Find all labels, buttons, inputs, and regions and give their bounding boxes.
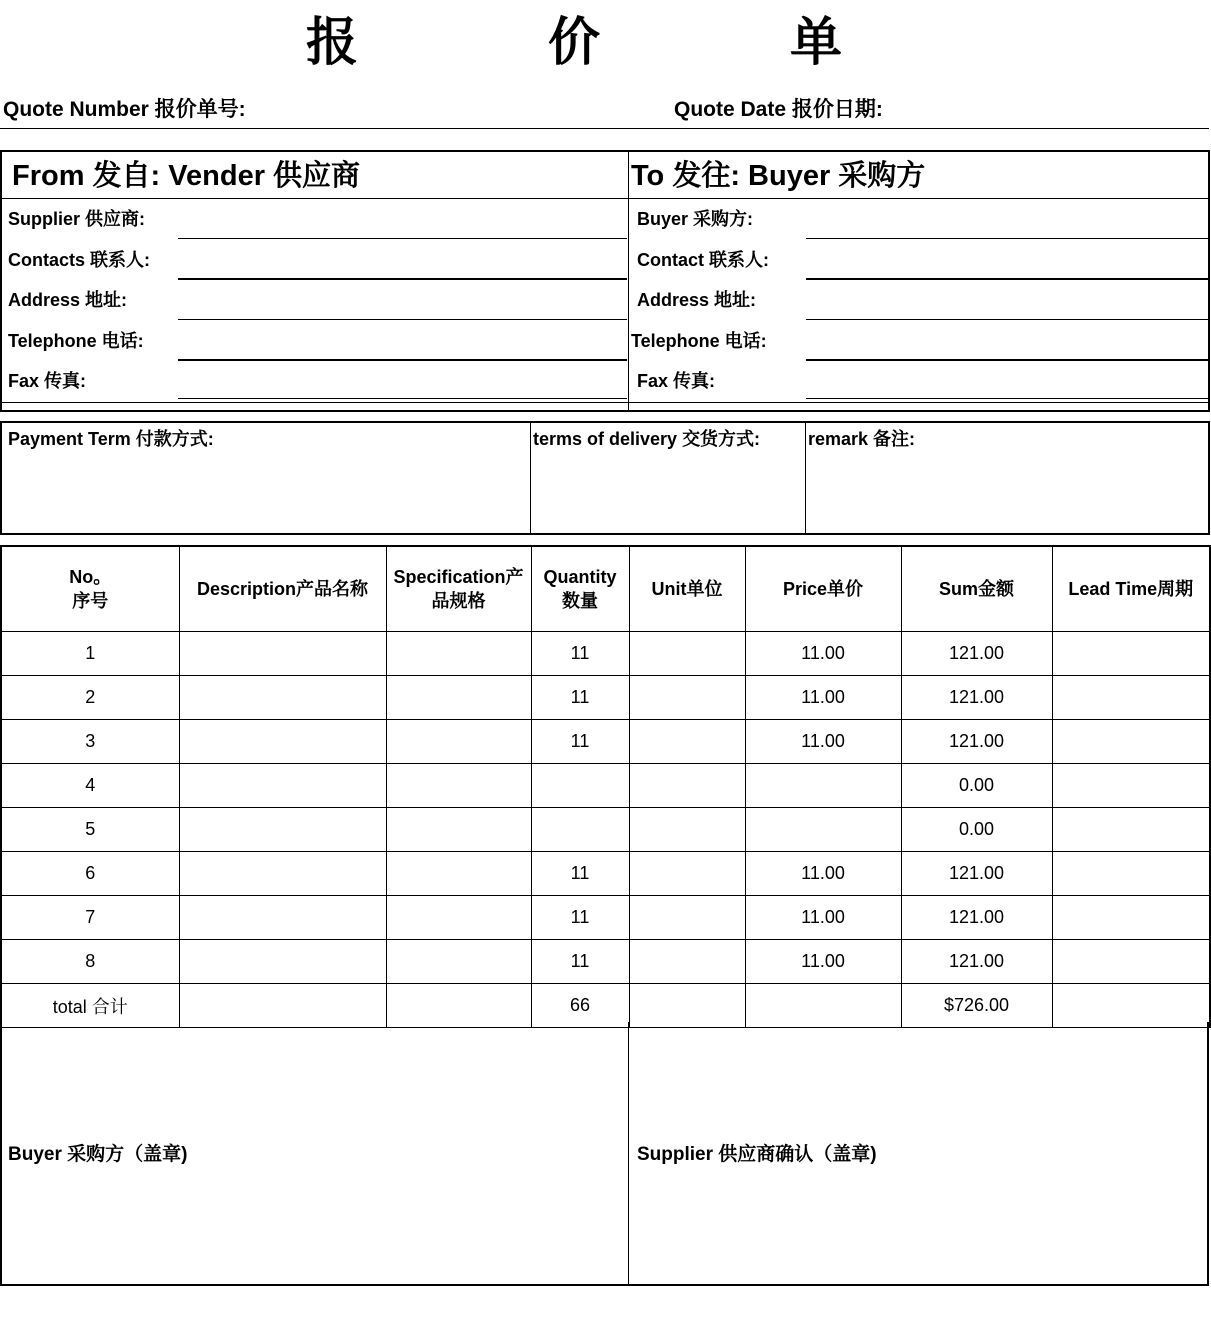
col-header-qty-cn: 数量 <box>562 591 598 611</box>
cell-price[interactable]: 11.00 <box>745 852 901 896</box>
cell-lead-time[interactable] <box>1052 764 1210 808</box>
cell-description[interactable] <box>179 764 386 808</box>
cell-price[interactable]: 11.00 <box>745 632 901 676</box>
signature-divider <box>628 1022 629 1284</box>
cell-sum: 0.00 <box>901 764 1052 808</box>
cell-spec[interactable] <box>386 764 531 808</box>
cell-no: 3 <box>1 720 179 764</box>
party-bottom-line <box>1 402 1208 403</box>
cell-lead-time[interactable] <box>1052 720 1210 764</box>
cell-lead-time[interactable] <box>1052 896 1210 940</box>
quote-date-label: Quote Date 报价日期: <box>674 98 883 121</box>
cell-lead-time[interactable] <box>1052 808 1210 852</box>
terms-divider-2 <box>805 422 806 534</box>
cell-qty[interactable] <box>531 808 629 852</box>
to-fax-field-line[interactable] <box>806 398 1208 399</box>
total-label: total 合计 <box>1 984 179 1028</box>
total-empty-unit <box>629 984 745 1028</box>
col-header-quantity <box>531 546 629 632</box>
to-fax-label: Fax 传真: <box>637 371 716 391</box>
to-telephone-label: Telephone 电话: <box>631 331 767 351</box>
header-divider <box>0 128 1209 129</box>
buyer-seal-label: Buyer 采购方（盖章) <box>8 1144 188 1165</box>
total-sum: $726.00 <box>901 984 1052 1028</box>
payment-term-label: Payment Term 付款方式: <box>8 429 214 449</box>
cell-no: 2 <box>1 676 179 720</box>
col-header-spec <box>386 546 531 632</box>
cell-unit[interactable] <box>629 808 745 852</box>
to-telephone-field-line[interactable] <box>806 359 1208 361</box>
buyer-label: Buyer 采购方: <box>637 209 754 229</box>
supplier-field-line[interactable] <box>178 238 627 239</box>
cell-unit[interactable] <box>629 632 745 676</box>
col-header-no-en: No。 <box>69 567 112 587</box>
party-divider <box>628 151 629 411</box>
cell-description[interactable] <box>179 896 386 940</box>
supplier-label: Supplier 供应商: <box>8 209 146 229</box>
cell-description[interactable] <box>179 852 386 896</box>
table-row <box>1 676 1210 720</box>
cell-sum: 121.00 <box>901 632 1052 676</box>
cell-spec[interactable] <box>386 676 531 720</box>
cell-sum: 121.00 <box>901 940 1052 984</box>
cell-unit[interactable] <box>629 896 745 940</box>
terms-divider-1 <box>530 422 531 534</box>
cell-no: 5 <box>1 808 179 852</box>
cell-description[interactable] <box>179 720 386 764</box>
col-header-no <box>1 546 179 632</box>
table-header-row <box>1 546 1210 632</box>
total-qty: 66 <box>531 984 629 1028</box>
cell-unit[interactable] <box>629 764 745 808</box>
col-header-no-cn: 序号 <box>72 591 109 611</box>
cell-qty[interactable]: 11 <box>531 676 629 720</box>
cell-qty[interactable]: 11 <box>531 720 629 764</box>
total-empty-lead-time <box>1052 984 1210 1028</box>
cell-spec[interactable] <box>386 852 531 896</box>
cell-qty[interactable]: 11 <box>531 632 629 676</box>
cell-qty[interactable]: 11 <box>531 940 629 984</box>
from-telephone-field-line[interactable] <box>178 359 627 361</box>
cell-spec[interactable] <box>386 720 531 764</box>
cell-no: 4 <box>1 764 179 808</box>
cell-no: 6 <box>1 852 179 896</box>
cell-no: 8 <box>1 940 179 984</box>
table-row <box>1 896 1210 940</box>
cell-description[interactable] <box>179 808 386 852</box>
cell-price[interactable]: 11.00 <box>745 676 901 720</box>
cell-spec[interactable] <box>386 896 531 940</box>
col-header-spec-en: Specification产 <box>393 567 524 587</box>
cell-lead-time[interactable] <box>1052 940 1210 984</box>
table-row <box>1 720 1210 764</box>
table-row <box>1 632 1210 676</box>
total-empty-spec <box>386 984 531 1028</box>
from-fax-label: Fax 传真: <box>8 371 87 391</box>
total-row <box>1 984 1210 1028</box>
cell-price[interactable] <box>745 764 901 808</box>
cell-unit[interactable] <box>629 720 745 764</box>
cell-price[interactable] <box>745 808 901 852</box>
cell-lead-time[interactable] <box>1052 676 1210 720</box>
table-row <box>1 808 1210 852</box>
from-contacts-label: Contacts 联系人: <box>8 250 151 270</box>
remark-label: remark 备注: <box>808 429 916 449</box>
cell-description[interactable] <box>179 940 386 984</box>
cell-description[interactable] <box>179 632 386 676</box>
cell-spec[interactable] <box>386 940 531 984</box>
to-heading: To 发往: Buyer 采购方 <box>631 160 926 192</box>
delivery-term-label: terms of delivery 交货方式: <box>533 429 761 449</box>
cell-no: 1 <box>1 632 179 676</box>
col-header-price: Price单价 <box>745 546 901 632</box>
title-char-1: 报 <box>306 14 359 72</box>
from-telephone-label: Telephone 电话: <box>8 331 144 351</box>
to-address-label: Address 地址: <box>637 290 757 310</box>
cell-price[interactable]: 11.00 <box>745 940 901 984</box>
cell-sum: 0.00 <box>901 808 1052 852</box>
cell-spec[interactable] <box>386 632 531 676</box>
from-address-label: Address 地址: <box>8 290 128 310</box>
total-empty-description <box>179 984 386 1028</box>
col-header-unit: Unit单位 <box>629 546 745 632</box>
buyer-field-line[interactable] <box>806 238 1208 239</box>
col-header-lead-time: Lead Time周期 <box>1052 546 1210 632</box>
table-row <box>1 940 1210 984</box>
table-row <box>1 764 1210 808</box>
from-address-field-line[interactable] <box>178 319 627 320</box>
from-heading: From 发自: Vender 供应商 <box>12 160 361 192</box>
to-contact-field-line[interactable] <box>806 278 1208 280</box>
cell-unit[interactable] <box>629 940 745 984</box>
cell-unit[interactable] <box>629 676 745 720</box>
items-table <box>0 545 1211 1028</box>
cell-description[interactable] <box>179 676 386 720</box>
col-header-sum: Sum金额 <box>901 546 1052 632</box>
to-contact-label: Contact 联系人: <box>637 250 769 270</box>
cell-price[interactable]: 11.00 <box>745 896 901 940</box>
cell-spec[interactable] <box>386 808 531 852</box>
cell-qty[interactable]: 11 <box>531 852 629 896</box>
col-header-qty-en: Quantity <box>543 567 617 587</box>
col-header-spec-cn: 品规格 <box>431 591 486 611</box>
cell-sum: 121.00 <box>901 852 1052 896</box>
from-contacts-field-line[interactable] <box>178 278 627 280</box>
total-empty-price <box>745 984 901 1028</box>
cell-qty[interactable]: 11 <box>531 896 629 940</box>
table-row <box>1 852 1210 896</box>
cell-lead-time[interactable] <box>1052 852 1210 896</box>
cell-price[interactable]: 11.00 <box>745 720 901 764</box>
title-char-3: 单 <box>790 14 843 72</box>
cell-sum: 121.00 <box>901 896 1052 940</box>
to-address-field-line[interactable] <box>806 319 1208 320</box>
title-char-2: 价 <box>548 14 601 72</box>
cell-lead-time[interactable] <box>1052 632 1210 676</box>
cell-no: 7 <box>1 896 179 940</box>
cell-sum: 121.00 <box>901 676 1052 720</box>
col-header-description: Description产品名称 <box>179 546 386 632</box>
supplier-seal-label: Supplier 供应商确认（盖章) <box>637 1144 877 1165</box>
cell-qty[interactable] <box>531 764 629 808</box>
from-fax-field-line[interactable] <box>178 398 627 399</box>
cell-sum: 121.00 <box>901 720 1052 764</box>
party-heading-divider <box>1 198 1208 199</box>
quote-number-label: Quote Number 报价单号: <box>3 98 246 121</box>
cell-unit[interactable] <box>629 852 745 896</box>
